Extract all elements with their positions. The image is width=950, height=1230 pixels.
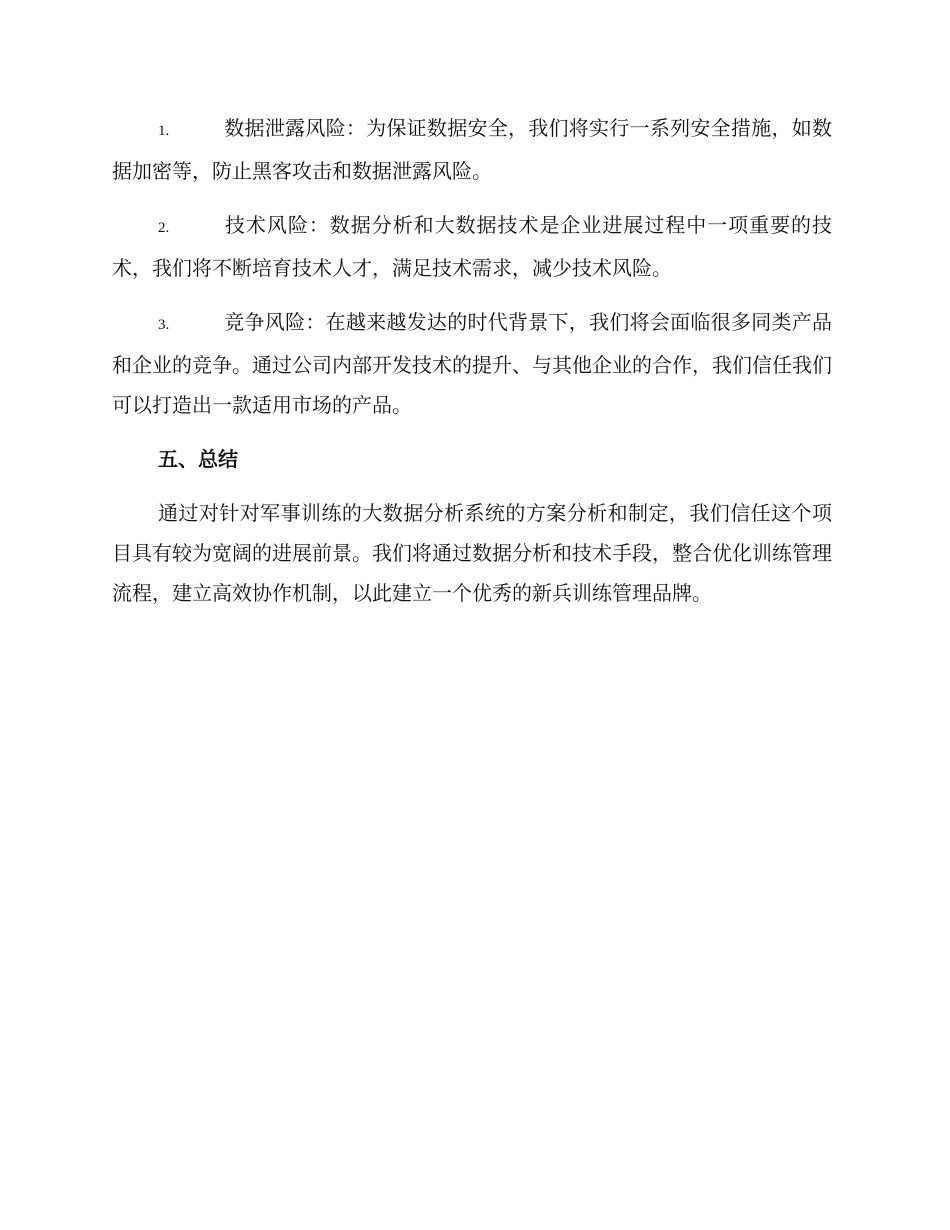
list-item-technical-risk [112,205,832,288]
section-heading-summary: 五、总结 [158,447,238,471]
list-item-competition-risk [112,302,832,425]
list-number: 2. [158,220,170,236]
list-item-text: 数据泄露风险：为保证数据安全，我们将实行一系列安全措施，如数据加密等，防止黑客攻击和数据泄露风险。 [112,116,832,183]
summary-paragraph: 通过对针对军事训练的大数据分析系统的方案分析和制定，我们信任这个项目具有较为宽阔的进展前景。我们将通过数据分析和技术手段，整合优化训练管理流程，建立高效协作机制，以此建立一个优秀的新兵训练管理品牌。 [112,501,832,605]
list-number: 3. [158,317,170,333]
list-item-text: 技术风险：数据分析和大数据技术是企业进展过程中一项重要的技术，我们将不断培育技术人才，满足技术需求，减少技术风险。 [112,213,832,280]
list-number: 1. [158,123,170,139]
document-content [112,108,832,613]
list-item-data-leak-risk [112,108,832,191]
list-item-text: 竞争风险：在越来越发达的时代背景下，我们将会面临很多同类产品和企业的竞争。通过公司内部开发技术的提升、与其他企业的合作，我们信任我们可以打造出一款适用市场的产品。 [112,310,832,417]
